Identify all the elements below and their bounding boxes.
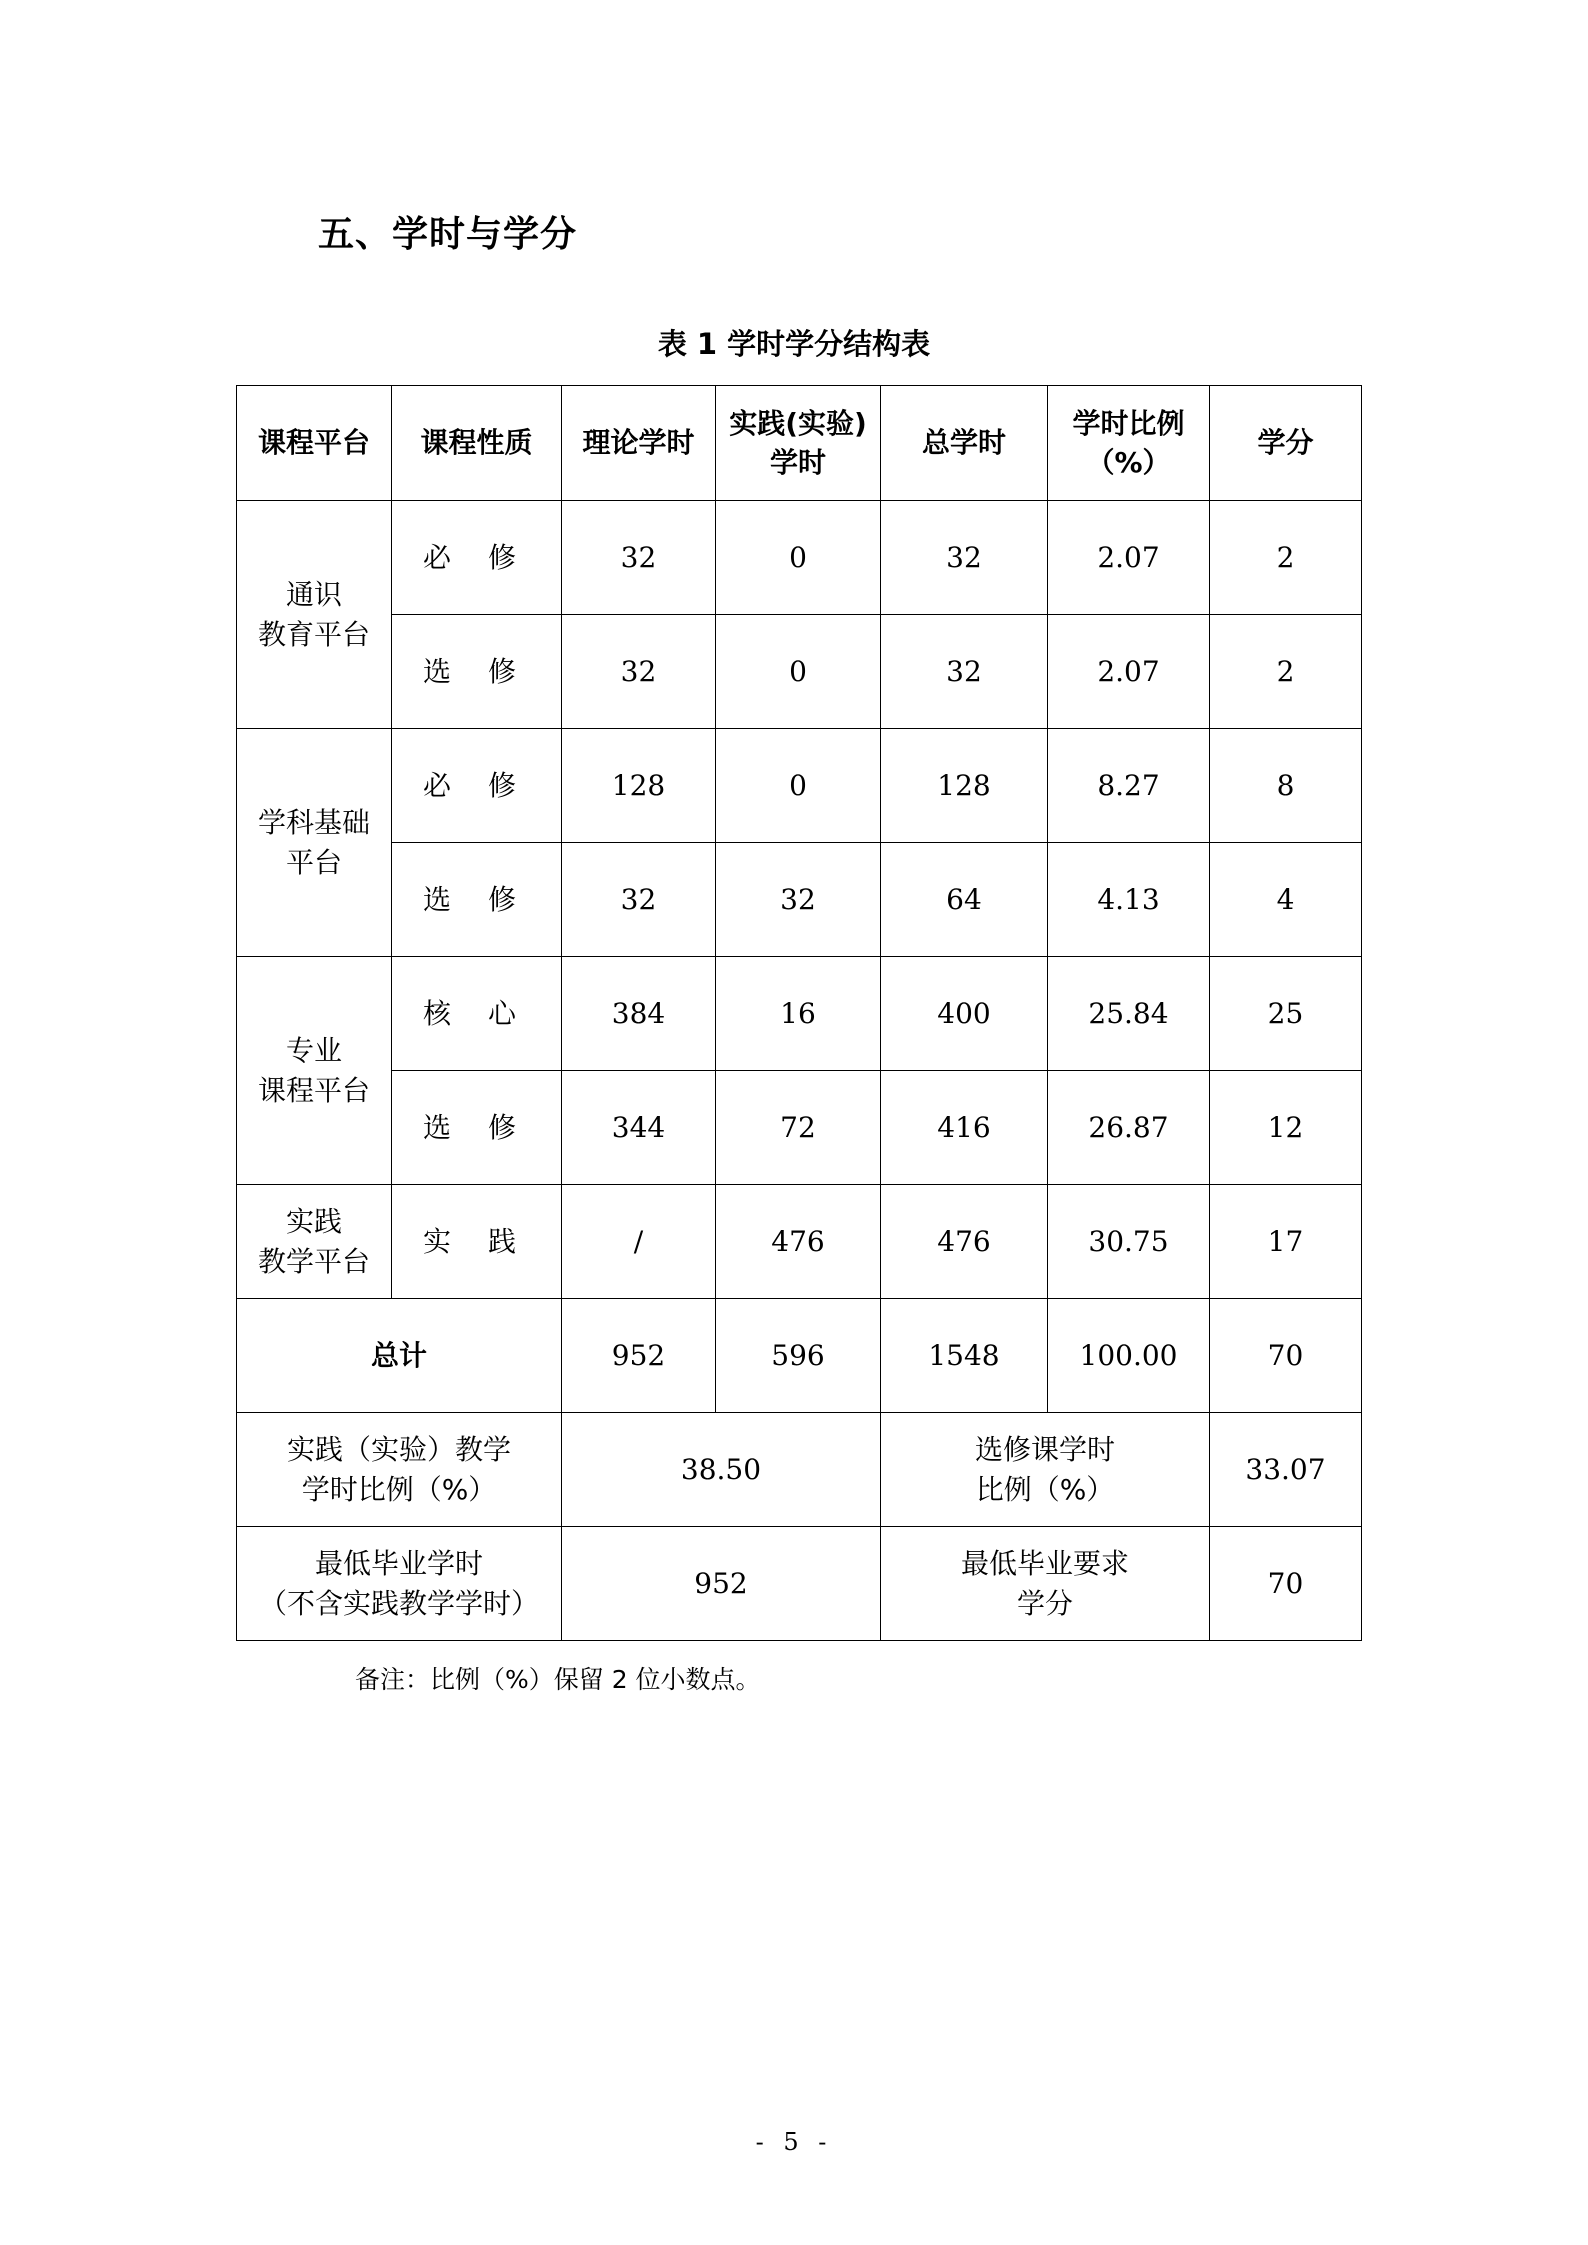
credit-cell: 70 [1210, 1299, 1362, 1413]
section-heading: 五、学时与学分 [318, 214, 578, 255]
header-cell: 理论学时 [562, 386, 716, 501]
theory-hours-cell: 128 [562, 729, 716, 843]
table-note: 备注：比例（%）保留 2 位小数点。 [355, 1665, 761, 1694]
practice-hours-cell: 72 [716, 1071, 881, 1185]
hours-ratio-cell: 2.07 [1048, 615, 1210, 729]
total-hours-cell: 476 [881, 1185, 1048, 1299]
practice-hours-cell: 16 [716, 957, 881, 1071]
credit-cell: 17 [1210, 1185, 1362, 1299]
practice-hours-cell: 0 [716, 729, 881, 843]
platform-cell: 实践 教学平台 [237, 1185, 392, 1299]
summary-row [237, 1413, 1362, 1527]
nature-cell: 选 修 [392, 615, 562, 729]
hours-ratio-cell: 30.75 [1048, 1185, 1210, 1299]
total-hours-cell: 32 [881, 501, 1048, 615]
summary-label-cell: 实践（实验）教学 学时比例（%） [237, 1413, 562, 1527]
credit-cell: 12 [1210, 1071, 1362, 1185]
nature-cell: 实 践 [392, 1185, 562, 1299]
hours-ratio-cell: 100.00 [1048, 1299, 1210, 1413]
total-hours-cell: 32 [881, 615, 1048, 729]
hours-ratio-cell: 25.84 [1048, 957, 1210, 1071]
page-number: - 5 - [755, 2128, 833, 2156]
header-cell: 课程平台 [237, 386, 392, 501]
theory-hours-cell: 32 [562, 615, 716, 729]
header-cell: 总学时 [881, 386, 1048, 501]
total-hours-cell: 64 [881, 843, 1048, 957]
total-label-cell: 总计 [237, 1299, 562, 1413]
header-cell: 学分 [1210, 386, 1362, 501]
hours-ratio-cell: 2.07 [1048, 501, 1210, 615]
credit-cell: 25 [1210, 957, 1362, 1071]
hours-ratio-cell: 26.87 [1048, 1071, 1210, 1185]
practice-hours-cell: 0 [716, 501, 881, 615]
table-row [237, 1185, 1362, 1299]
practice-hours-cell: 32 [716, 843, 881, 957]
platform-cell: 学科基础 平台 [237, 729, 392, 957]
platform-cell: 专业 课程平台 [237, 957, 392, 1185]
summary-value-cell: 33.07 [1210, 1413, 1362, 1527]
theory-hours-cell: 384 [562, 957, 716, 1071]
theory-hours-cell: / [562, 1185, 716, 1299]
table-row [237, 615, 1362, 729]
summary-label-cell: 最低毕业要求 学分 [881, 1527, 1210, 1641]
practice-hours-cell: 476 [716, 1185, 881, 1299]
nature-cell: 选 修 [392, 1071, 562, 1185]
practice-hours-cell: 596 [716, 1299, 881, 1413]
credit-cell: 2 [1210, 615, 1362, 729]
total-hours-cell: 128 [881, 729, 1048, 843]
summary-label-cell: 选修课学时 比例（%） [881, 1413, 1210, 1527]
table-row [237, 729, 1362, 843]
header-cell: 课程性质 [392, 386, 562, 501]
theory-hours-cell: 32 [562, 501, 716, 615]
table-row [237, 843, 1362, 957]
nature-cell: 选 修 [392, 843, 562, 957]
total-hours-cell: 1548 [881, 1299, 1048, 1413]
header-cell: 学时比例 （%） [1048, 386, 1210, 501]
table-row [237, 957, 1362, 1071]
summary-row [237, 1527, 1362, 1641]
total-hours-cell: 400 [881, 957, 1048, 1071]
hours-ratio-cell: 4.13 [1048, 843, 1210, 957]
theory-hours-cell: 344 [562, 1071, 716, 1185]
nature-cell: 必 修 [392, 729, 562, 843]
total-row [237, 1299, 1362, 1413]
nature-cell: 必 修 [392, 501, 562, 615]
total-hours-cell: 416 [881, 1071, 1048, 1185]
theory-hours-cell: 952 [562, 1299, 716, 1413]
table-row [237, 501, 1362, 615]
header-cell: 实践(实验) 学时 [716, 386, 881, 501]
platform-cell: 通识 教育平台 [237, 501, 392, 729]
summary-value-cell: 70 [1210, 1527, 1362, 1641]
practice-hours-cell: 0 [716, 615, 881, 729]
credit-cell: 2 [1210, 501, 1362, 615]
summary-value-cell: 952 [562, 1527, 881, 1641]
hours-ratio-cell: 8.27 [1048, 729, 1210, 843]
summary-label-cell: 最低毕业学时 （不含实践教学学时） [237, 1527, 562, 1641]
credit-cell: 8 [1210, 729, 1362, 843]
table-caption: 表 1 学时学分结构表 [657, 327, 931, 361]
summary-value-cell: 38.50 [562, 1413, 881, 1527]
table-header-row [237, 386, 1362, 501]
table-row [237, 1071, 1362, 1185]
nature-cell: 核 心 [392, 957, 562, 1071]
credit-structure-table [236, 385, 1362, 1641]
credit-cell: 4 [1210, 843, 1362, 957]
theory-hours-cell: 32 [562, 843, 716, 957]
